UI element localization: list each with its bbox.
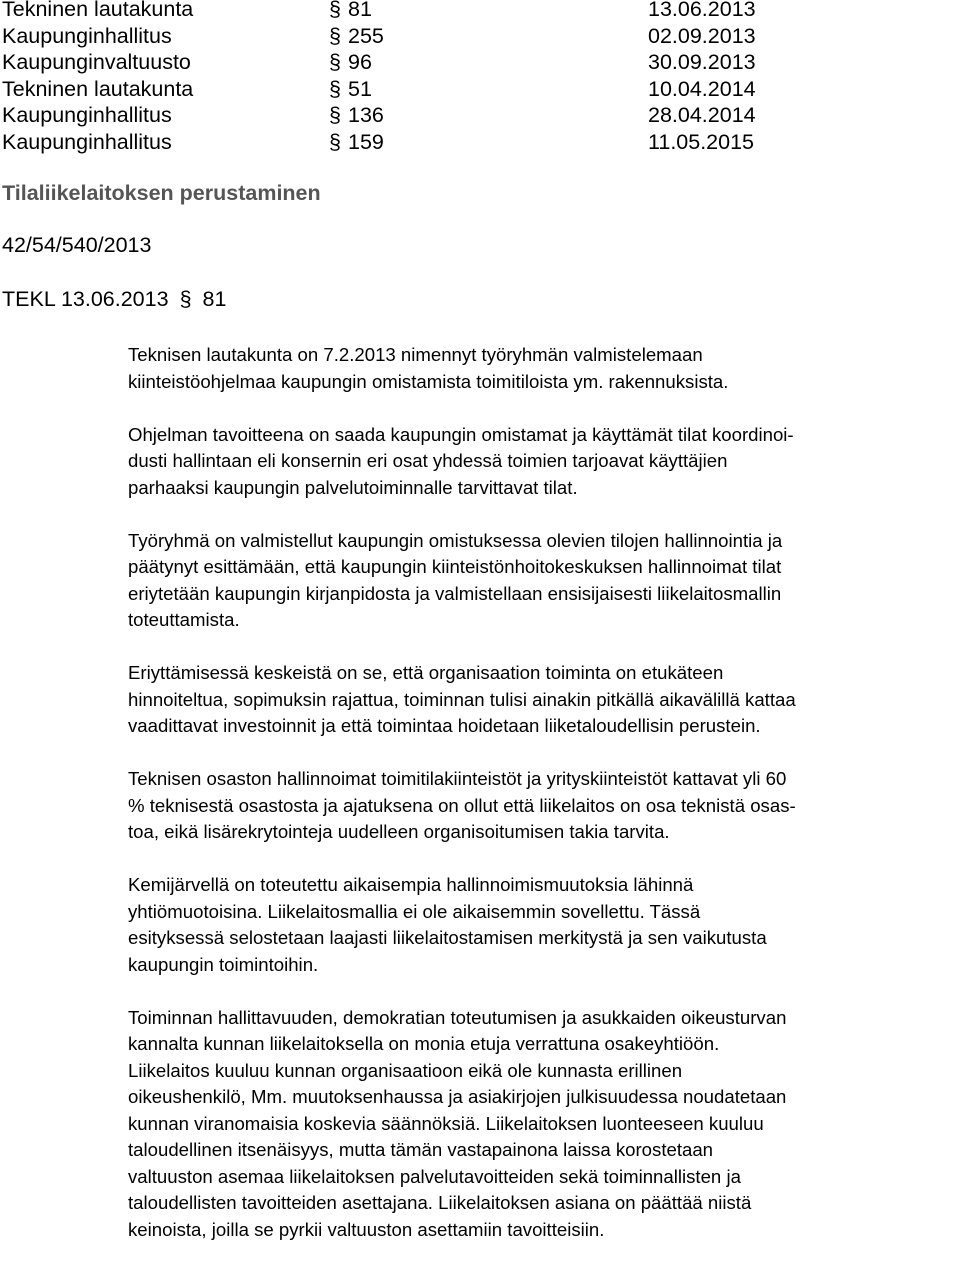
history-date: 28.04.2014 <box>648 103 756 127</box>
history-number: 51 <box>348 76 372 101</box>
section-sign: § <box>329 129 341 154</box>
body-paragraph: Kemijärvellä on toteutettu aikaisempia hallinnoimismuutoksia lähinnä yhtiömuotoisina. Liikelaitosmallia ei ole aikaisemmin sovellettu. Tässä esityksessä selostetaan laajasti liikelaitostamisen merkitystä ja sen vaikutusta kaupungin toimintoihin. <box>128 874 767 975</box>
diary-number: 42/54/540/2013 <box>2 233 152 257</box>
decision-history-table <box>2 0 952 155</box>
meeting-number: 81 <box>202 287 227 311</box>
history-date: 13.06.2013 <box>648 0 756 21</box>
meeting-body: TEKL 13.06.2013 <box>2 287 169 311</box>
history-row <box>2 49 952 76</box>
history-body: Tekninen lautakunta <box>2 76 194 101</box>
section-sign: § <box>329 76 341 101</box>
history-body: Tekninen lautakunta <box>2 0 194 21</box>
body-paragraph: Ohjelman tavoitteena on saada kaupungin omistamat ja käyttämät tilat koordinoi- dusti hallintaan eli konsernin eri osat yhdessä toimien tarjoavat käyttäjien parhaaksi kaupungin palvelutoiminnalle tarvittavat tilat. <box>128 423 794 498</box>
body-paragraph: Teknisen osaston hallinnoimat toimitilakiinteistöt ja yrityskiinteistöt kattavat yli 60 % teknisestä osastosta ja ajatuksena on ollut että liikelaitos on osa teknistä osas- toa, eikä lisärekrytointeja uudelleen organisoitumisen takia tarvita. <box>128 768 796 842</box>
history-date: 02.09.2013 <box>648 23 756 48</box>
history-date: 11.05.2015 <box>648 129 755 154</box>
body-paragraph: Toiminnan hallittavuuden, demokratian toteutumisen ja asukkaiden oikeusturvan kannalta kunnan liikelaitoksella on monia etuja verrattuna osakeyhtiöön. Liikelaitos kuuluu kunnan organisaatioon eikä ole kunnasta erillinen oikeushenkilö, Mm. muutoksenhaussa ja asiakirjojen julkisuudessa noudatetaan kunnan viranomaisia koskevia säännöksiä. Liikelaitoksen luonteeseen kuuluu taloudellinen itsenäisyys, mutta tämän vastapainona laissa korostetaan valtuuston asemaa liikelaitoksen palvelutavoitteiden sekä toiminnallisten ja taloudellisten tavoitteiden asettajana. Liikelaitoksen asiana on päättää niistä keinoista, joilla se pyrkii valtuuston asettamiin tavoitteisiin. <box>128 1006 787 1240</box>
history-body: Kaupunginhallitus <box>2 129 172 154</box>
body-paragraph: Työryhmä on valmistellut kaupungin omistuksessa olevien tilojen hallinnointia ja päätynyt esittämään, että kaupungin kiinteistönhoitokeskuksen hallinnoimat tilat eriytetään kaupungin kirjanpidosta ja valmistellaan ensisijaisesti liikelaitosmallin toteuttamista. <box>128 529 783 630</box>
history-body: Kaupunginhallitus <box>2 103 172 127</box>
section-sign: § <box>179 287 192 311</box>
history-row <box>2 76 952 103</box>
history-row <box>2 102 952 129</box>
history-body: Kaupunginhallitus <box>2 23 172 48</box>
history-body: Kaupunginvaltuusto <box>2 50 191 74</box>
history-number: 159 <box>348 129 384 154</box>
history-number: 255 <box>348 23 384 48</box>
body-paragraph: Eriyttämisessä keskeistä on se, että organisaation toiminta on etukäteen hinnoiteltua, sopimuksin rajattua, toiminnan tulisi ainakin pitkällä aikavälillä kattaa vaadittavat investoinnit ja että toimintaa hoidetaan liiketaloudellisin perustein. <box>128 662 796 736</box>
section-sign: § <box>329 0 341 21</box>
history-row <box>2 23 952 50</box>
document-title: Tilaliikelaitoksen perustaminen <box>2 181 321 205</box>
history-date: 10.04.2014 <box>648 76 756 101</box>
history-row <box>2 129 952 156</box>
section-sign: § <box>329 50 341 74</box>
history-row <box>2 0 952 23</box>
section-sign: § <box>329 23 341 48</box>
meeting-reference <box>2 286 226 312</box>
history-number: 81 <box>348 0 372 21</box>
body-paragraph: Teknisen lautakunta on 7.2.2013 nimennyt työryhmän valmistelemaan kiinteistöohjelmaa kaupungin omistamista toimitiloista ym. rakennuksista. <box>128 344 729 392</box>
history-number: 96 <box>348 50 372 74</box>
section-sign: § <box>329 103 341 127</box>
document-body <box>128 342 958 1270</box>
history-number: 136 <box>348 103 384 127</box>
history-date: 30.09.2013 <box>648 50 756 74</box>
